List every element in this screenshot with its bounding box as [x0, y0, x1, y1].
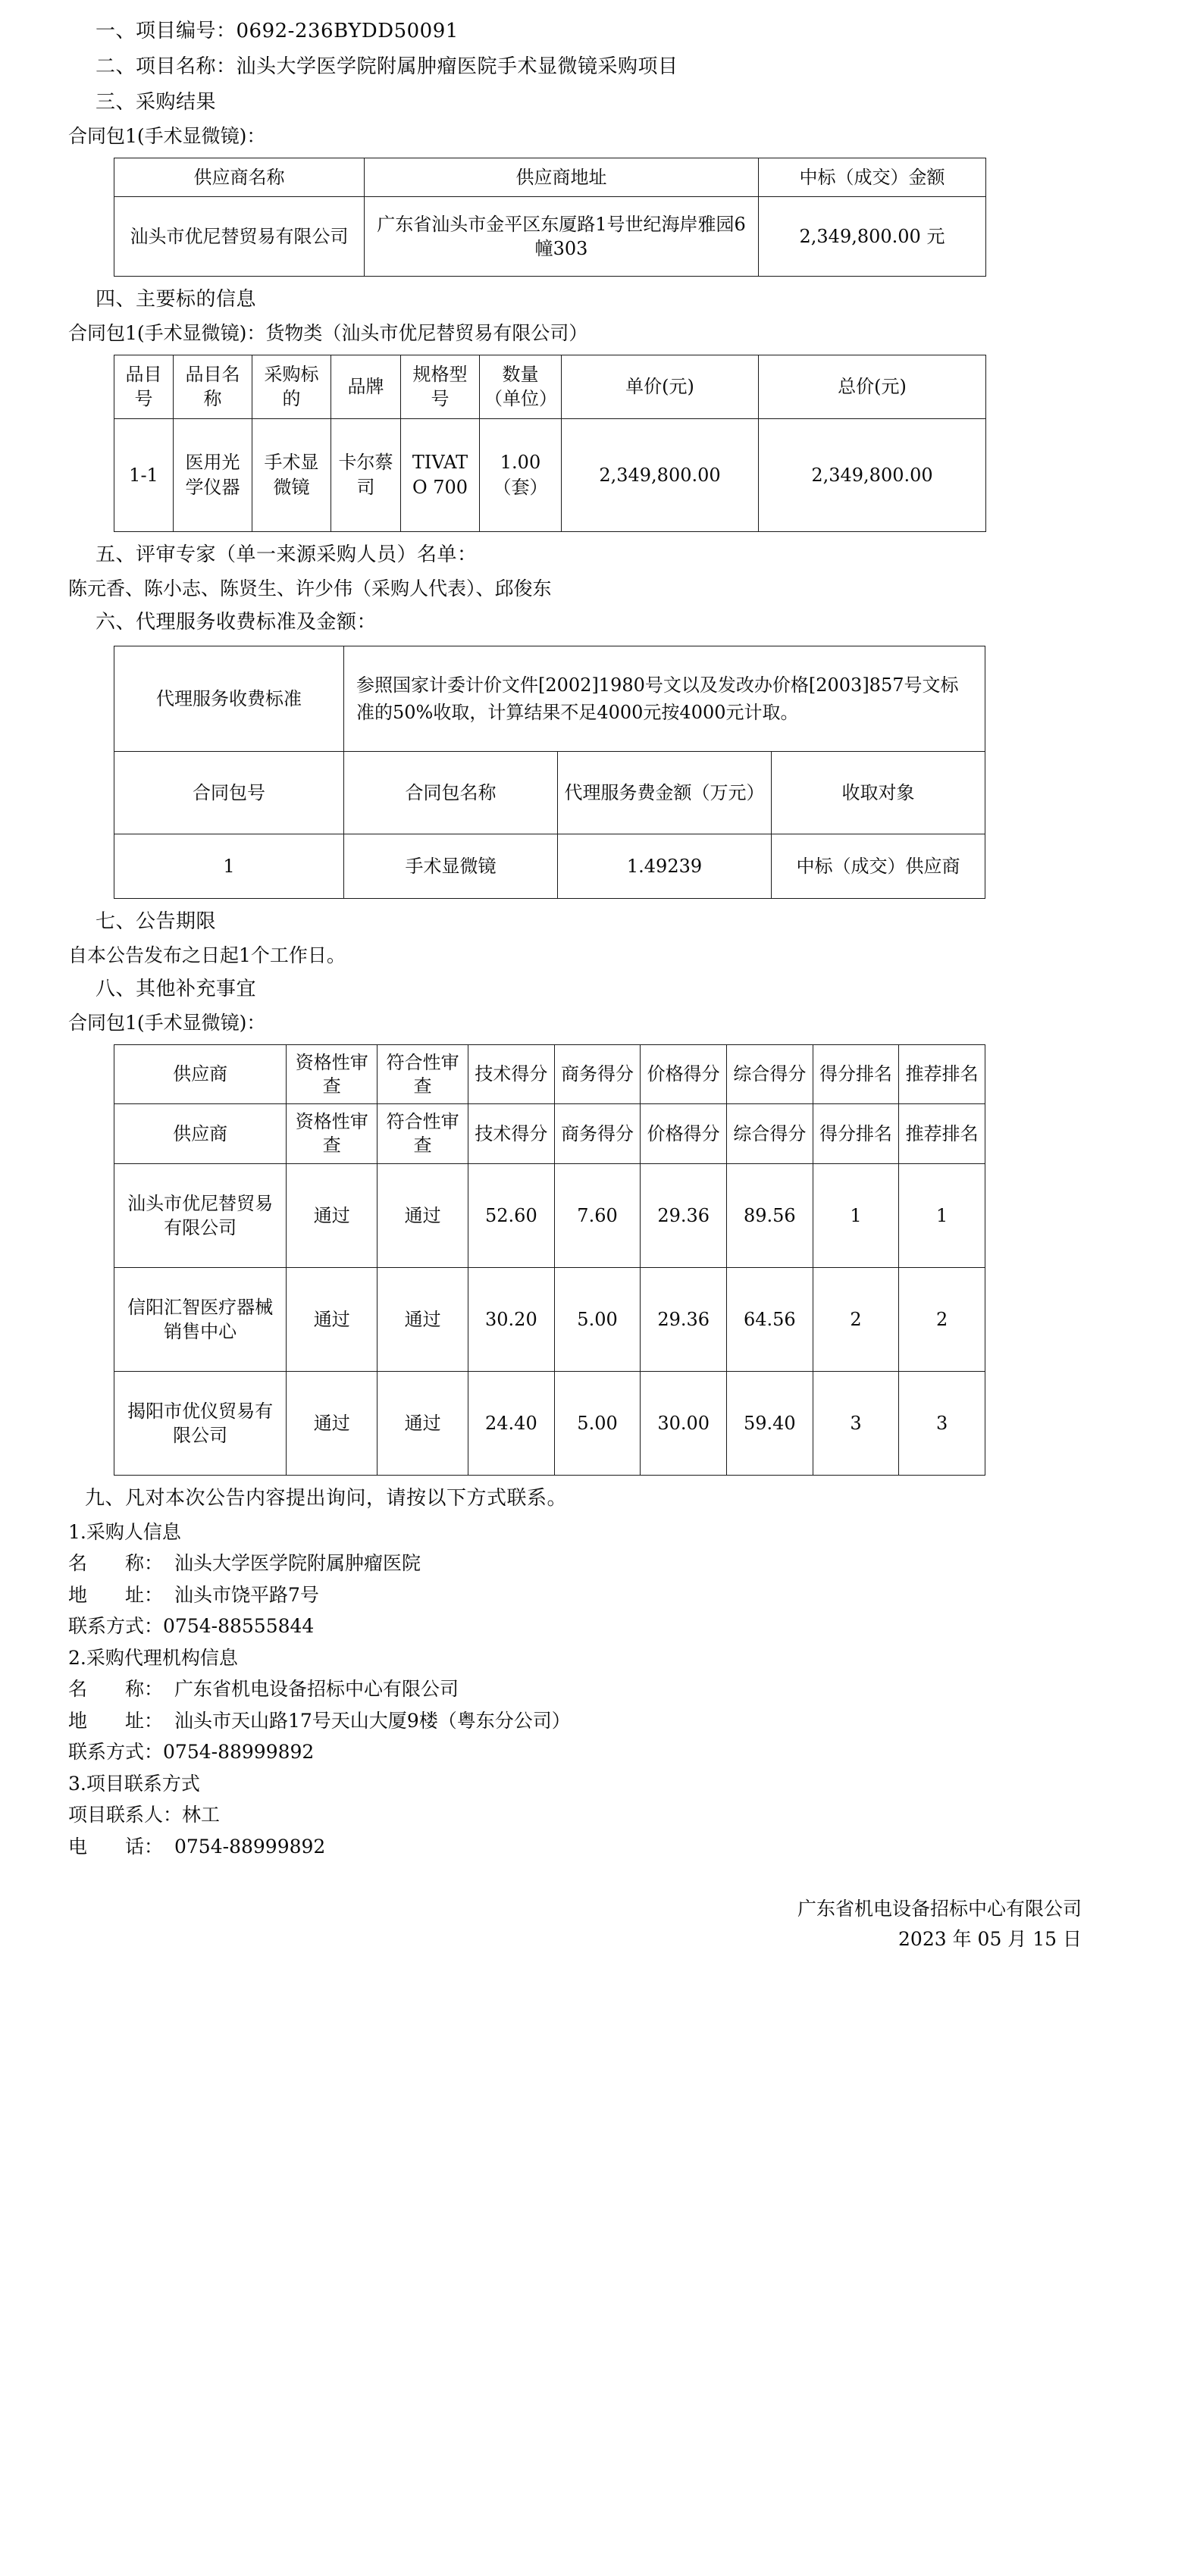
header-fee-amount: 代理服务费金额（万元） — [558, 751, 772, 834]
header-score-rank: 得分排名 — [813, 1044, 899, 1103]
table-header-row-repeat — [114, 1104, 985, 1163]
header-compliance-review-repeat: 符合性审查 — [378, 1104, 468, 1163]
buyer-info-heading: 1.采购人信息 — [68, 1520, 181, 1543]
header-score-rank-repeat: 得分排名 — [813, 1104, 899, 1163]
cell-supplier: 信阳汇智医疗器械销售中心 — [114, 1267, 287, 1371]
header-supplier-repeat: 供应商 — [114, 1104, 287, 1163]
cell-technical: 24.40 — [468, 1371, 555, 1475]
cell-fee-standard-text: 参照国家计委计价文件[2002]1980号文以及发改办价格[2003]857号文标准的50%收取，计算结果不足4000元按4000元计取。 — [344, 646, 985, 751]
header-supplier-name: 供应商名称 — [114, 158, 365, 196]
header-unit-price: 单价(元) — [562, 355, 759, 418]
cell-overall: 89.56 — [727, 1163, 813, 1267]
table-header-row — [114, 751, 985, 834]
project-person-label: 项目联系人： — [68, 1804, 183, 1826]
section-agency-fee-title: 六、代理服务收费标准及金额： — [96, 610, 378, 634]
cell-technical: 52.60 — [468, 1163, 555, 1267]
cell-supplier-name: 汕头市优尼替贸易有限公司 — [114, 197, 365, 277]
header-package-no: 合同包号 — [114, 751, 344, 834]
table-header-row — [114, 158, 986, 196]
header-business-score-repeat: 商务得分 — [554, 1104, 641, 1163]
buyer-address-value: 汕头市饶平路7号 — [174, 1583, 319, 1606]
document-footer — [68, 1894, 1135, 1955]
header-fee-payer: 收取对象 — [772, 751, 985, 834]
header-model: 规格型号 — [401, 355, 480, 418]
cell-qualification: 通过 — [287, 1267, 378, 1371]
buyer-name-value: 汕头大学医学院附属肿瘤医院 — [174, 1552, 421, 1575]
header-business-score: 商务得分 — [554, 1044, 641, 1103]
cell-score-rank: 2 — [813, 1267, 899, 1371]
cell-supplier-address: 广东省汕头市金平区东厦路1号世纪海岸雅园6幢303 — [365, 197, 759, 277]
main-subject-table — [114, 355, 986, 531]
cell-model: TIVATO 700 — [401, 418, 480, 531]
buyer-address-row — [68, 1579, 1135, 1611]
table-row — [114, 1267, 985, 1371]
project-contact-heading: 3.项目联系方式 — [68, 1772, 200, 1795]
score-package-label: 合同包1(手术显微镜)： — [68, 1011, 266, 1034]
project-tel-row — [68, 1831, 1135, 1863]
cell-compliance: 通过 — [378, 1371, 468, 1475]
header-award-amount: 中标（成交）金额 — [759, 158, 986, 196]
cell-price: 30.00 — [641, 1371, 727, 1475]
header-package-name: 合同包名称 — [344, 751, 558, 834]
cell-recommend-rank: 3 — [899, 1371, 985, 1475]
table-row — [114, 1163, 985, 1267]
buyer-tel-row — [68, 1610, 1135, 1642]
cell-qualification: 通过 — [287, 1163, 378, 1267]
cell-qualification: 通过 — [287, 1371, 378, 1475]
evaluation-score-table — [114, 1044, 985, 1476]
goods-package-label: 合同包1(手术显微镜)：货物类（汕头市优尼替贸易有限公司） — [68, 322, 588, 345]
table-row — [114, 834, 985, 898]
header-brand: 品牌 — [331, 355, 401, 418]
cell-overall: 64.56 — [727, 1267, 813, 1371]
cell-technical: 30.20 — [468, 1267, 555, 1371]
cell-business: 5.00 — [554, 1371, 641, 1475]
header-technical-score: 技术得分 — [468, 1044, 555, 1103]
cell-award-amount: 2,349,800.00 元 — [759, 197, 986, 277]
header-purchase-subject: 采购标的 — [252, 355, 331, 418]
cell-recommend-rank: 2 — [899, 1267, 985, 1371]
agency-tel-value: 0754-88999892 — [163, 1741, 315, 1764]
footer-date: 2023 年 05 月 15 日 — [898, 1928, 1082, 1951]
cell-package-name: 手术显微镜 — [344, 834, 558, 898]
header-quantity: 数量（单位） — [480, 355, 562, 418]
table-header-row-top — [114, 1044, 985, 1103]
announcement-period-body: 自本公告发布之日起1个工作日。 — [68, 944, 346, 966]
agency-tel-label: 联系方式： — [68, 1741, 164, 1764]
agency-name-label: 名 称： — [68, 1678, 164, 1701]
header-price-score: 价格得分 — [641, 1044, 727, 1103]
buyer-tel-value: 0754-88555844 — [163, 1615, 315, 1638]
header-overall-score: 综合得分 — [727, 1044, 813, 1103]
cell-business: 5.00 — [554, 1267, 641, 1371]
header-item-no: 品目号 — [114, 355, 174, 418]
table-row — [114, 418, 986, 531]
project-person-value: 林工 — [182, 1804, 221, 1826]
cell-package-no: 1 — [114, 834, 344, 898]
header-overall-score-repeat: 综合得分 — [727, 1104, 813, 1163]
footer-organization: 广东省机电设备招标中心有限公司 — [797, 1898, 1082, 1920]
cell-supplier: 汕头市优尼替贸易有限公司 — [114, 1163, 287, 1267]
buyer-address-label: 地 址： — [68, 1583, 164, 1606]
buyer-tel-label: 联系方式： — [68, 1615, 164, 1638]
agency-address-value: 汕头市天山路17号天山大厦9楼（粤东分公司） — [174, 1709, 571, 1732]
table-row — [114, 197, 986, 277]
agency-info-heading: 2.采购代理机构信息 — [68, 1646, 238, 1669]
section-contact-title: 九、凡对本次公告内容提出询问，请按以下方式联系。 — [85, 1486, 568, 1510]
header-technical-score-repeat: 技术得分 — [468, 1104, 555, 1163]
header-total-price: 总价(元) — [759, 355, 986, 418]
cell-compliance: 通过 — [378, 1267, 468, 1371]
section-procurement-result-title: 三、采购结果 — [96, 90, 217, 114]
header-qualification-review-repeat: 资格性审查 — [287, 1104, 378, 1163]
fee-standard-row — [114, 646, 985, 751]
label-fee-standard: 代理服务收费标准 — [114, 646, 344, 751]
header-recommend-rank-repeat: 推荐排名 — [899, 1104, 985, 1163]
cell-brand: 卡尔蔡司 — [331, 418, 401, 531]
cell-item-no: 1-1 — [114, 418, 174, 531]
project-tel-label: 电 话： — [68, 1835, 164, 1858]
result-package-label: 合同包1(手术显微镜)： — [68, 124, 266, 147]
table-row — [114, 1371, 985, 1475]
cell-overall: 59.40 — [727, 1371, 813, 1475]
cell-recommend-rank: 1 — [899, 1163, 985, 1267]
cell-price: 29.36 — [641, 1163, 727, 1267]
agency-name-row — [68, 1673, 1135, 1705]
agency-fee-table — [114, 646, 985, 899]
header-qualification-review: 资格性审查 — [287, 1044, 378, 1103]
table-header-row — [114, 355, 986, 418]
cell-purchase-subject: 手术显微镜 — [252, 418, 331, 531]
project-person-row — [68, 1799, 1135, 1831]
cell-price: 29.36 — [641, 1267, 727, 1371]
cell-quantity: 1.00（套） — [480, 418, 562, 531]
agency-address-label: 地 址： — [68, 1709, 164, 1732]
agency-address-row — [68, 1705, 1135, 1737]
cell-business: 7.60 — [554, 1163, 641, 1267]
header-price-score-repeat: 价格得分 — [641, 1104, 727, 1163]
section-announcement-period-title: 七、公告期限 — [96, 909, 217, 933]
cell-unit-price: 2,349,800.00 — [562, 418, 759, 531]
cell-item-name: 医用光学仪器 — [174, 418, 252, 531]
cell-total-price: 2,349,800.00 — [759, 418, 986, 531]
header-supplier: 供应商 — [114, 1044, 287, 1103]
agency-name-value: 广东省机电设备招标中心有限公司 — [174, 1678, 459, 1701]
header-supplier-address: 供应商地址 — [365, 158, 759, 196]
cell-fee-payer: 中标（成交）供应商 — [772, 834, 985, 898]
section-project-number: 一、项目编号：0692-236BYDD50091 — [96, 20, 459, 42]
header-item-name: 品目名称 — [174, 355, 252, 418]
agency-tel-row — [68, 1736, 1135, 1768]
project-tel-value: 0754-88999892 — [174, 1835, 326, 1858]
procurement-result-table — [114, 158, 986, 277]
cell-score-rank: 1 — [813, 1163, 899, 1267]
header-recommend-rank: 推荐排名 — [899, 1044, 985, 1103]
section-review-experts-title: 五、评审专家（单一来源采购人员）名单： — [96, 543, 478, 566]
cell-fee-amount: 1.49239 — [558, 834, 772, 898]
buyer-name-label: 名 称： — [68, 1552, 164, 1575]
buyer-name-row — [68, 1548, 1135, 1579]
section-main-subject-title: 四、主要标的信息 — [96, 288, 257, 311]
cell-score-rank: 3 — [813, 1371, 899, 1475]
section-project-name: 二、项目名称：汕头大学医学院附属肿瘤医院手术显微镜采购项目 — [96, 55, 678, 78]
section-other-matters-title: 八、其他补充事宜 — [96, 977, 257, 1000]
review-experts-list: 陈元香、陈小志、陈贤生、许少伟（采购人代表）、邱俊东 — [68, 577, 552, 599]
cell-supplier: 揭阳市优仪贸易有限公司 — [114, 1371, 287, 1475]
header-compliance-review: 符合性审查 — [378, 1044, 468, 1103]
cell-compliance: 通过 — [378, 1163, 468, 1267]
